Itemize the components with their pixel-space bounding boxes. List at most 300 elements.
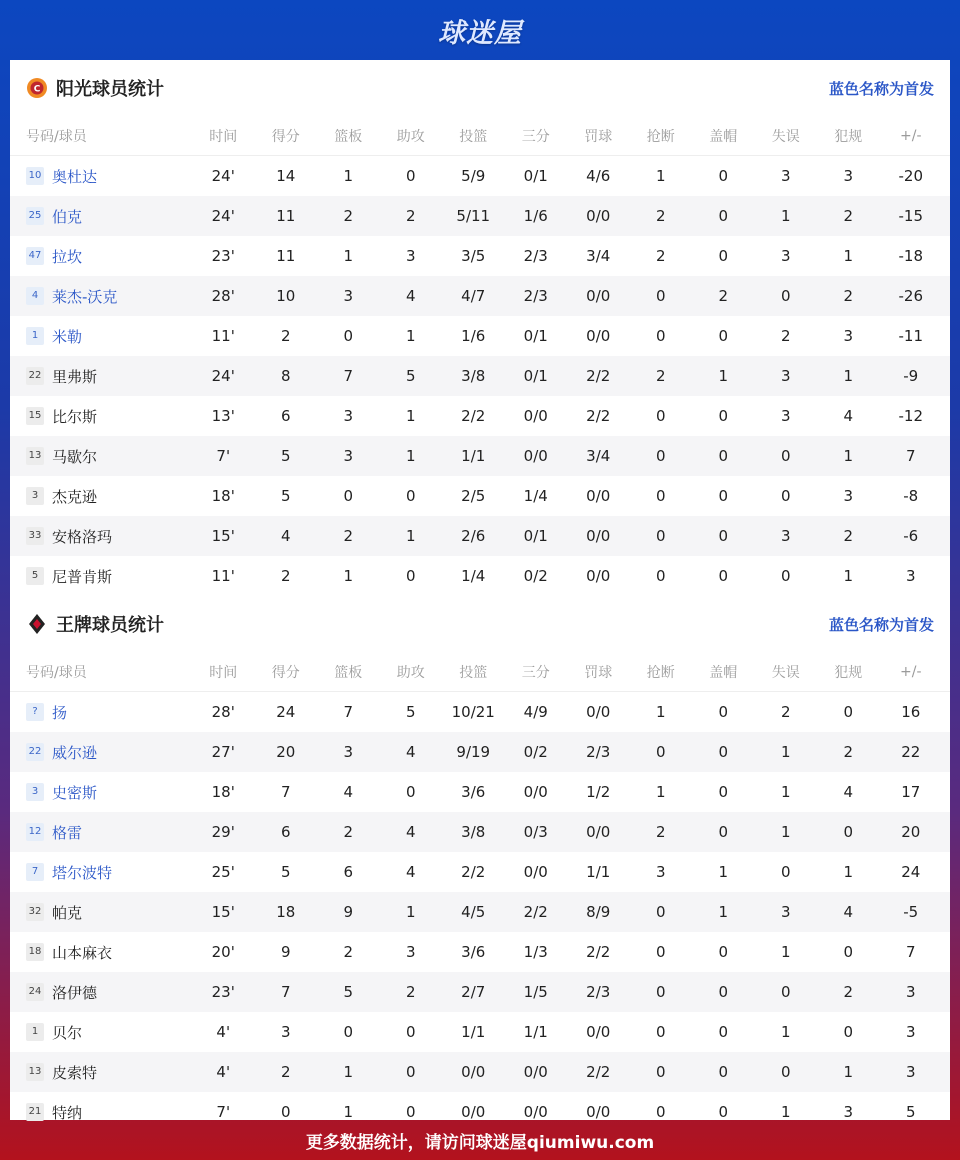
- player-cell[interactable]: [10, 566, 192, 587]
- jersey-number-badge: 13: [26, 1063, 44, 1081]
- stat-cell: 0: [718, 327, 729, 345]
- stat-cell: -8: [903, 487, 919, 505]
- column-header: 罚球: [584, 128, 613, 145]
- stat-cell: 3: [843, 167, 854, 185]
- brand-logo: 球迷屋: [438, 17, 522, 49]
- player-cell[interactable]: [10, 406, 192, 427]
- player-name[interactable]: 伯克: [52, 207, 83, 226]
- stat-cell: 6: [280, 407, 291, 425]
- player-name[interactable]: 塔尔波特: [52, 863, 113, 882]
- stat-cell: 0/1: [523, 367, 548, 385]
- stat-cell: 4: [843, 783, 854, 801]
- player-name[interactable]: 尼普肯斯: [52, 567, 113, 586]
- player-name[interactable]: 帕克: [52, 903, 83, 922]
- stat-cell: 1: [343, 247, 354, 265]
- player-name[interactable]: 扬: [52, 703, 68, 722]
- stat-cell: 4: [405, 863, 416, 881]
- stat-cell: 1: [405, 527, 416, 545]
- stat-cell: 18': [211, 783, 235, 801]
- stat-cell: 2: [843, 527, 854, 545]
- stat-cell: 0: [655, 287, 666, 305]
- stat-cell: 1: [655, 783, 666, 801]
- table-row[interactable]: [10, 276, 950, 316]
- stat-cell: 0: [655, 743, 666, 761]
- stat-cell: -18: [898, 247, 923, 265]
- stat-cell: 3: [905, 983, 916, 1001]
- stat-cell: 4': [216, 1063, 231, 1081]
- table-row[interactable]: [10, 556, 950, 596]
- stat-cell: 0: [780, 447, 791, 465]
- column-header: 失误: [771, 128, 800, 145]
- stat-cell: 24': [211, 207, 235, 225]
- stat-cell: 3/8: [461, 823, 486, 841]
- player-name[interactable]: 米勒: [52, 327, 83, 346]
- stat-cell: 0: [718, 407, 729, 425]
- stat-cell: 0: [718, 447, 729, 465]
- stat-cell: 0/0: [523, 1063, 548, 1081]
- stat-cell: 0: [718, 1103, 729, 1121]
- stat-cell: 0: [718, 207, 729, 225]
- stat-cell: 4/5: [461, 903, 486, 921]
- column-header: 得分: [271, 128, 300, 145]
- stat-cell: 1/5: [523, 983, 548, 1001]
- stat-cell: 11: [276, 207, 296, 225]
- stat-cell: 25': [211, 863, 235, 881]
- stat-cell: 1: [843, 863, 854, 881]
- stat-cell: -5: [903, 903, 919, 921]
- stat-cell: 1: [343, 167, 354, 185]
- stat-cell: 0/0: [586, 567, 611, 585]
- jersey-number-badge: 22: [26, 367, 44, 385]
- stat-cell: 3/6: [461, 783, 486, 801]
- player-name[interactable]: 史密斯: [52, 783, 98, 802]
- stat-cell: 0: [405, 487, 416, 505]
- stat-cell: 2/2: [461, 407, 486, 425]
- stat-cell: 3: [780, 167, 791, 185]
- stat-cell: 0/0: [461, 1103, 486, 1121]
- stat-cell: 1: [718, 367, 729, 385]
- stat-cell: 0: [718, 743, 729, 761]
- stat-cell: 5: [280, 447, 291, 465]
- table-row[interactable]: [10, 316, 950, 356]
- stat-cell: 0: [343, 487, 354, 505]
- player-name[interactable]: 皮索特: [52, 1063, 98, 1082]
- stat-cell: 18: [276, 903, 296, 921]
- stat-cell: 0: [405, 567, 416, 585]
- player-name[interactable]: 莱杰-沃克: [52, 287, 118, 306]
- stat-cell: 4: [343, 783, 354, 801]
- stat-cell: -26: [898, 287, 923, 305]
- stat-cell: 2: [343, 207, 354, 225]
- player-name[interactable]: 拉坎: [52, 247, 83, 266]
- column-header: 助攻: [396, 664, 425, 681]
- player-cell[interactable]: [10, 166, 192, 187]
- player-name[interactable]: 洛伊德: [52, 983, 98, 1002]
- stat-cell: 0: [655, 1023, 666, 1041]
- player-cell[interactable]: [10, 822, 192, 843]
- stat-cell: 2/2: [586, 1063, 611, 1081]
- jersey-number-badge: 4: [26, 287, 44, 305]
- stat-cell: 2: [780, 703, 791, 721]
- stat-cell: 0: [718, 567, 729, 585]
- table-row[interactable]: [10, 1052, 950, 1092]
- section-title: 阳光球员统计: [56, 79, 164, 100]
- stats-panel: [10, 60, 950, 1120]
- jersey-number-badge: ?: [26, 703, 44, 721]
- stat-cell: 0/0: [523, 863, 548, 881]
- table-row[interactable]: [10, 812, 950, 852]
- stat-cell: 3: [780, 527, 791, 545]
- player-cell[interactable]: [10, 326, 192, 347]
- stat-cell: 1: [843, 447, 854, 465]
- stat-cell: 1/4: [523, 487, 548, 505]
- stat-cell: -20: [898, 167, 923, 185]
- column-header: 篮板: [334, 128, 363, 145]
- player-name[interactable]: 威尔逊: [52, 743, 98, 762]
- jersey-number-badge: 24: [26, 983, 44, 1001]
- jersey-number-badge: 33: [26, 527, 44, 545]
- stat-cell: 1: [843, 247, 854, 265]
- stat-cell: 2/2: [586, 367, 611, 385]
- stat-cell: 20: [901, 823, 921, 841]
- stat-cell: 2: [280, 327, 291, 345]
- column-header: 三分: [521, 128, 550, 145]
- player-cell[interactable]: [10, 742, 192, 763]
- stat-cell: 0: [718, 527, 729, 545]
- stat-cell: 23': [211, 247, 235, 265]
- stat-cell: 0: [780, 1063, 791, 1081]
- stat-cell: 24': [211, 367, 235, 385]
- player-cell[interactable]: [10, 486, 192, 507]
- player-cell[interactable]: [10, 446, 192, 467]
- stat-cell: 24: [901, 863, 921, 881]
- stat-cell: 2/3: [523, 287, 548, 305]
- stat-cell: 1/1: [523, 1023, 548, 1041]
- stat-cell: 0: [780, 487, 791, 505]
- stat-cell: 4/9: [523, 703, 548, 721]
- stat-cell: 8/9: [586, 903, 611, 921]
- stat-cell: 0: [655, 447, 666, 465]
- stat-cell: 3: [343, 447, 354, 465]
- jersey-number-badge: 1: [26, 327, 44, 345]
- stat-cell: 0/1: [523, 527, 548, 545]
- stat-cell: 1: [718, 903, 729, 921]
- jersey-number-badge: 13: [26, 447, 44, 465]
- stat-cell: 0: [718, 1023, 729, 1041]
- stat-cell: 0: [405, 167, 416, 185]
- stat-cell: 4/6: [586, 167, 611, 185]
- stat-cell: 1: [405, 407, 416, 425]
- stat-cell: 4/7: [461, 287, 486, 305]
- table-header-row: [10, 116, 950, 156]
- table-row[interactable]: [10, 852, 950, 892]
- jersey-number-badge: 47: [26, 247, 44, 265]
- stat-cell: 0/3: [523, 823, 548, 841]
- stat-cell: 1: [405, 447, 416, 465]
- player-name[interactable]: 比尔斯: [52, 407, 98, 426]
- stat-cell: 5: [343, 983, 354, 1001]
- stat-cell: 0: [405, 1103, 416, 1121]
- stat-cell: 1: [343, 1103, 354, 1121]
- stat-cell: 6: [343, 863, 354, 881]
- section-header: [10, 60, 950, 116]
- team-sections: [10, 60, 950, 1132]
- stat-cell: 0: [343, 1023, 354, 1041]
- stat-cell: 0: [780, 983, 791, 1001]
- stat-cell: 5/9: [461, 167, 486, 185]
- stat-cell: 1: [718, 863, 729, 881]
- stat-cell: 20': [211, 943, 235, 961]
- table-row[interactable]: [10, 892, 950, 932]
- stat-cell: 1: [343, 1063, 354, 1081]
- player-cell[interactable]: [10, 526, 192, 547]
- stat-cell: 9: [280, 943, 291, 961]
- stat-cell: 4: [405, 743, 416, 761]
- player-cell[interactable]: [10, 782, 192, 803]
- table-row[interactable]: [10, 972, 950, 1012]
- stat-cell: 1: [655, 703, 666, 721]
- stat-cell: 0/0: [523, 1103, 548, 1121]
- stat-cell: 1: [780, 943, 791, 961]
- player-name[interactable]: 里弗斯: [52, 367, 98, 386]
- table-row[interactable]: [10, 476, 950, 516]
- stat-cell: 2/2: [523, 903, 548, 921]
- stat-cell: 1: [843, 1063, 854, 1081]
- player-name[interactable]: 杰克逊: [52, 487, 98, 506]
- stat-cell: 0: [843, 823, 854, 841]
- column-header: 得分: [271, 664, 300, 681]
- player-cell[interactable]: [10, 1062, 192, 1083]
- stat-cell: 1: [343, 567, 354, 585]
- stat-cell: 0: [718, 943, 729, 961]
- stat-cell: 2/3: [586, 983, 611, 1001]
- stat-cell: 24: [276, 703, 296, 721]
- stat-cell: 1/6: [523, 207, 548, 225]
- stat-cell: 0/0: [586, 703, 611, 721]
- stat-cell: 13': [211, 407, 235, 425]
- stat-cell: 1: [655, 167, 666, 185]
- stat-cell: 1/1: [461, 1023, 486, 1041]
- stat-cell: 2/3: [523, 247, 548, 265]
- column-header: 盖帽: [709, 128, 738, 145]
- stat-cell: 0: [655, 1063, 666, 1081]
- stat-cell: 24': [211, 167, 235, 185]
- stat-cell: 16: [901, 703, 921, 721]
- jersey-number-badge: 3: [26, 487, 44, 505]
- stat-cell: 29': [211, 823, 235, 841]
- stat-cell: 0: [655, 1103, 666, 1121]
- table-row[interactable]: [10, 516, 950, 556]
- stat-cell: 0: [718, 703, 729, 721]
- table-row[interactable]: [10, 772, 950, 812]
- stat-cell: -12: [898, 407, 923, 425]
- stat-cell: 0: [655, 327, 666, 345]
- stat-cell: 0: [343, 327, 354, 345]
- player-cell[interactable]: [10, 942, 192, 963]
- stat-cell: 0/0: [586, 1103, 611, 1121]
- column-header: 投篮: [459, 664, 488, 681]
- player-cell[interactable]: [10, 902, 192, 923]
- column-header: 盖帽: [709, 664, 738, 681]
- stat-cell: 4: [405, 823, 416, 841]
- stat-cell: 2: [843, 207, 854, 225]
- stat-cell: 1: [780, 1103, 791, 1121]
- stat-cell: 10: [276, 287, 296, 305]
- table-row[interactable]: [10, 932, 950, 972]
- table-row[interactable]: [10, 236, 950, 276]
- stat-cell: 27': [211, 743, 235, 761]
- player-cell[interactable]: [10, 286, 192, 307]
- stat-cell: 0/0: [586, 207, 611, 225]
- stat-cell: 1/2: [586, 783, 611, 801]
- stat-cell: 3/5: [461, 247, 486, 265]
- column-header: 犯规: [834, 664, 863, 681]
- stat-cell: 0: [780, 863, 791, 881]
- column-header: 时间: [209, 128, 238, 145]
- stat-cell: 2: [280, 567, 291, 585]
- stat-cell: -6: [903, 527, 919, 545]
- footer-banner[interactable]: 更多数据统计，请访问球迷屋qiumiwu.com: [305, 1132, 655, 1153]
- stat-cell: 1/6: [461, 327, 486, 345]
- stat-cell: 0/0: [523, 447, 548, 465]
- column-header: 时间: [209, 664, 238, 681]
- player-name[interactable]: 山本麻衣: [52, 943, 113, 962]
- stat-cell: 5: [405, 367, 416, 385]
- stat-cell: 2: [843, 983, 854, 1001]
- table-row[interactable]: [10, 396, 950, 436]
- stat-cell: 2/2: [586, 943, 611, 961]
- stat-cell: 3/4: [586, 247, 611, 265]
- table-row[interactable]: [10, 196, 950, 236]
- stat-cell: 2/3: [586, 743, 611, 761]
- stat-cell: -9: [903, 367, 919, 385]
- stat-cell: 5/11: [456, 207, 491, 225]
- player-cell[interactable]: [10, 702, 192, 723]
- table-header-row: [10, 652, 950, 692]
- player-name[interactable]: 特纳: [52, 1103, 83, 1122]
- stat-cell: 6: [280, 823, 291, 841]
- column-header: 抢断: [646, 664, 675, 681]
- stat-cell: 2/2: [461, 863, 486, 881]
- player-name[interactable]: 安格洛玛: [52, 527, 113, 546]
- stat-cell: 3/6: [461, 943, 486, 961]
- player-cell[interactable]: [10, 206, 192, 227]
- stat-cell: 0: [718, 487, 729, 505]
- stat-cell: 1/1: [461, 447, 486, 465]
- jersey-number-badge: 10: [26, 167, 44, 185]
- stat-cell: 2/7: [461, 983, 486, 1001]
- stat-cell: 3: [343, 287, 354, 305]
- team-section: [10, 60, 950, 596]
- stat-cell: 0: [718, 1063, 729, 1081]
- stat-cell: 11: [276, 247, 296, 265]
- table-row[interactable]: [10, 732, 950, 772]
- player-cell[interactable]: [10, 246, 192, 267]
- stat-cell: 0: [718, 247, 729, 265]
- jersey-number-badge: 21: [26, 1103, 44, 1121]
- stat-cell: 3: [780, 367, 791, 385]
- stat-cell: 0: [655, 527, 666, 545]
- jersey-number-badge: 32: [26, 903, 44, 921]
- column-header: 抢断: [646, 128, 675, 145]
- player-cell[interactable]: [10, 982, 192, 1003]
- column-header: 失误: [771, 664, 800, 681]
- stat-cell: 0: [718, 783, 729, 801]
- stat-cell: 0: [655, 943, 666, 961]
- stat-cell: 7: [280, 783, 291, 801]
- player-cell[interactable]: [10, 1022, 192, 1043]
- column-header: +/-: [900, 127, 922, 144]
- stat-cell: 11': [211, 567, 235, 585]
- stat-cell: 0: [655, 983, 666, 1001]
- column-header: +/-: [900, 663, 922, 680]
- stat-cell: 23': [211, 983, 235, 1001]
- stat-cell: 2: [718, 287, 729, 305]
- stat-cell: 7: [905, 943, 916, 961]
- stat-cell: 7: [343, 703, 354, 721]
- player-name[interactable]: 贝尔: [52, 1023, 83, 1042]
- table-row[interactable]: [10, 356, 950, 396]
- column-header: 号码/球员: [26, 664, 87, 681]
- jersey-number-badge: 12: [26, 823, 44, 841]
- stat-cell: 1: [780, 743, 791, 761]
- stat-cell: 15': [211, 527, 235, 545]
- stat-cell: 4': [216, 1023, 231, 1041]
- column-header: 罚球: [584, 664, 613, 681]
- stat-cell: 3: [405, 943, 416, 961]
- player-name[interactable]: 格雷: [52, 823, 83, 842]
- stat-cell: 10/21: [451, 703, 495, 721]
- stat-cell: 18': [211, 487, 235, 505]
- stat-cell: 3: [280, 1023, 291, 1041]
- stat-cell: 3: [655, 863, 666, 881]
- stat-cell: 2: [843, 743, 854, 761]
- stat-cell: 4: [843, 903, 854, 921]
- stat-cell: 7': [216, 447, 231, 465]
- stat-cell: 0: [280, 1103, 291, 1121]
- team-section: [10, 596, 950, 1132]
- stat-cell: 0: [780, 567, 791, 585]
- stat-cell: 0/0: [523, 783, 548, 801]
- stat-cell: 1: [780, 1023, 791, 1041]
- table-row[interactable]: [10, 692, 950, 732]
- table-row[interactable]: [10, 156, 950, 196]
- stat-cell: 0: [655, 407, 666, 425]
- table-row[interactable]: [10, 436, 950, 476]
- player-name[interactable]: 奥杜达: [52, 167, 98, 186]
- stat-cell: 0: [405, 1023, 416, 1041]
- jersey-number-badge: 1: [26, 1023, 44, 1041]
- section-title-wrap: [26, 611, 164, 637]
- stat-cell: 7: [905, 447, 916, 465]
- stat-cell: 0/0: [586, 487, 611, 505]
- stat-cell: 2: [343, 823, 354, 841]
- player-cell[interactable]: [10, 366, 192, 387]
- player-name[interactable]: 马歇尔: [52, 447, 98, 466]
- stat-cell: 2/5: [461, 487, 486, 505]
- table-row[interactable]: [10, 1012, 950, 1052]
- stat-cell: 2: [405, 207, 416, 225]
- stat-cell: 0/0: [586, 287, 611, 305]
- stat-cell: 2: [655, 207, 666, 225]
- stat-cell: 8: [280, 367, 291, 385]
- stat-cell: 0/0: [461, 1063, 486, 1081]
- player-cell[interactable]: [10, 862, 192, 883]
- stat-cell: 2: [405, 983, 416, 1001]
- stat-cell: 2: [343, 527, 354, 545]
- stat-cell: 3: [843, 487, 854, 505]
- stat-cell: 3: [780, 247, 791, 265]
